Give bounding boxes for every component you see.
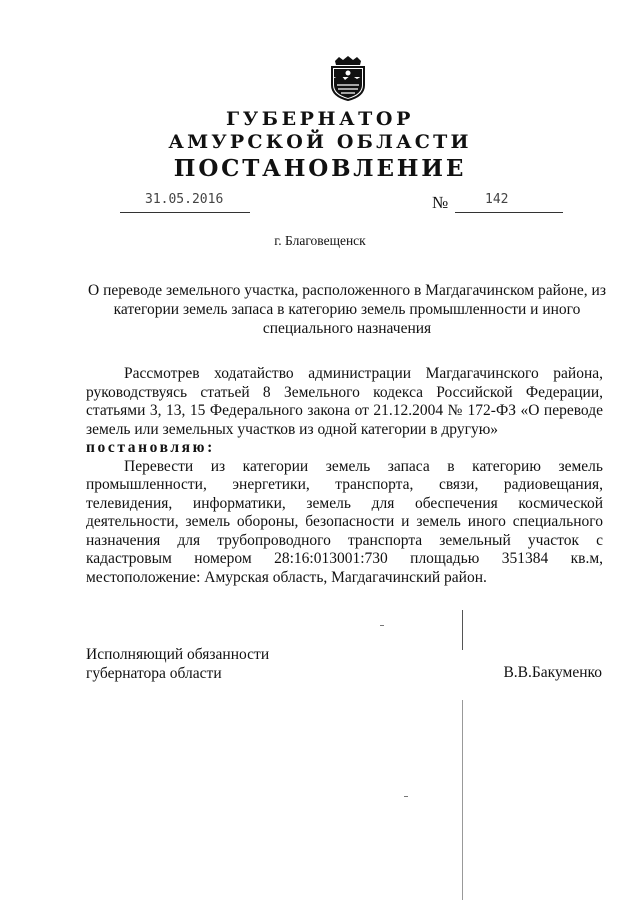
decree-word: постановляю: <box>86 439 215 456</box>
date-value: 31.05.2016 <box>145 192 224 207</box>
title-line: категории земель запаса в категорию земель промышленности и иного <box>113 301 581 318</box>
signature-position <box>86 645 269 683</box>
scan-mark-dash <box>404 796 408 797</box>
scan-mark-line <box>462 610 463 650</box>
title-line: специального назначения <box>262 320 432 337</box>
date-field <box>120 192 250 213</box>
decision-paragraph: Перевести из категории земель запаса в категорию земель промышленности, энергетики, транспорта, связи, радиовещания, телевидения, информатики, земель для обеспечения космической деятельности, земель обороны, безопасности и земель иного специального назначения для трубопроводного транспорта земельный участок с кадастровым номером 28:16:013001:730 площадью 351384 кв.м, местоположение: Амурская область, Магдагачинский район. <box>86 457 603 586</box>
document-body <box>86 365 603 587</box>
document-type-heading: ПОСТАНОВЛЕНИЕ <box>173 155 467 182</box>
city-name: г. Благовещенск <box>274 233 366 248</box>
coat-of-arms-emblem <box>329 55 367 101</box>
signer-name: В.В.Бакуменко <box>503 664 602 681</box>
scan-mark-dash <box>380 625 384 626</box>
position-line: губернатора области <box>86 665 222 682</box>
scan-mark-line <box>462 700 463 900</box>
number-label: № <box>432 193 449 212</box>
org-title-region: АМУРСКОЙ ОБЛАСТИ <box>168 131 472 153</box>
document-title <box>86 281 608 338</box>
org-title-governor: ГУБЕРНАТОР <box>226 108 414 130</box>
intro-paragraph: Рассмотрев ходатайство администрации Магдагачинского района, руководствуясь статьей 8 Земельного кодекса Российской Федерации, статьями 3, 13, 15 Федерального закона от 21.12.2004 № 172-ФЗ «О переводе земель или земельных участков из одной категории в другую» <box>86 365 603 438</box>
title-line: О переводе земельного участка, расположенного в Магдагачинском районе, из <box>88 282 606 299</box>
position-line: Исполняющий обязанности <box>86 646 270 663</box>
number-value: 142 <box>485 192 509 207</box>
number-field <box>455 190 563 213</box>
